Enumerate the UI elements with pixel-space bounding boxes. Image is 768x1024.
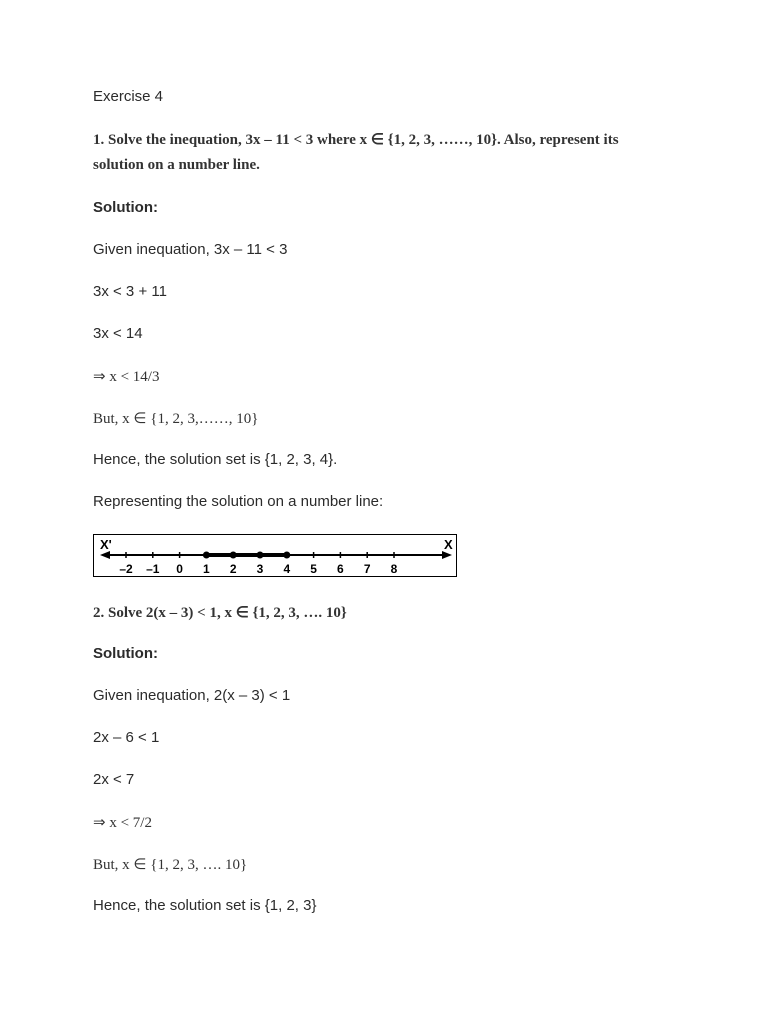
q1-step-2: 3x < 3 + 11 [93, 283, 167, 300]
tick-label: 2 [229, 562, 237, 576]
tick-label: 0 [176, 562, 183, 576]
q1-step-7: Representing the solution on a number line: [93, 493, 384, 510]
solution-label-1: Solution: [93, 199, 158, 216]
q2-step-4: ⇒ x < 7/2 [93, 815, 152, 831]
solution-point [283, 552, 290, 559]
solution-point [230, 552, 237, 559]
q2-step-2: 2x – 6 < 1 [93, 729, 160, 746]
solution-point [257, 552, 264, 559]
x-label: X [444, 537, 453, 552]
tick-label: 8 [390, 562, 398, 576]
q2-step-3: 2x < 7 [93, 771, 135, 788]
tick-label: 3 [256, 562, 264, 576]
q1-step-1: Given inequation, 3x – 11 < 3 [93, 241, 288, 258]
left-arrow-icon [100, 551, 110, 559]
q1-step-4: ⇒ x < 14/3 [93, 369, 160, 385]
q1-step-5: But, x ∈ {1, 2, 3,……, 10} [93, 411, 259, 427]
number-line-svg [94, 535, 456, 576]
q2-step-1: Given inequation, 2(x – 3) < 1 [93, 687, 291, 704]
exercise-heading: Exercise 4 [93, 88, 164, 105]
q2-step-5: But, x ∈ {1, 2, 3, …. 10} [93, 857, 248, 873]
q1-step-3: 3x < 14 [93, 325, 143, 342]
x-prime-label: X' [100, 537, 112, 552]
right-arrow-icon [442, 551, 452, 559]
solution-label-2: Solution: [93, 645, 158, 662]
question-1-line-1: 1. Solve the inequation, 3x – 11 < 3 where x ∈ {1, 2, 3, ……, 10}. Also, represent its [93, 132, 619, 148]
solution-point [203, 552, 210, 559]
tick-label: 5 [310, 562, 317, 576]
q1-step-6: Hence, the solution set is {1, 2, 3, 4}. [93, 451, 338, 468]
tick-label: –1 [146, 562, 160, 576]
tick-label: 4 [283, 562, 291, 576]
number-line-figure [93, 534, 457, 577]
tick-label: –2 [119, 562, 133, 576]
tick-label: 1 [203, 562, 210, 576]
q2-step-6: Hence, the solution set is {1, 2, 3} [93, 897, 317, 914]
tick-label: 7 [363, 562, 371, 576]
question-2-line-1: 2. Solve 2(x – 3) < 1, x ∈ {1, 2, 3, …. 10} [93, 605, 347, 621]
tick-label: 6 [337, 562, 344, 576]
question-1-line-2: solution on a number line. [93, 157, 260, 173]
